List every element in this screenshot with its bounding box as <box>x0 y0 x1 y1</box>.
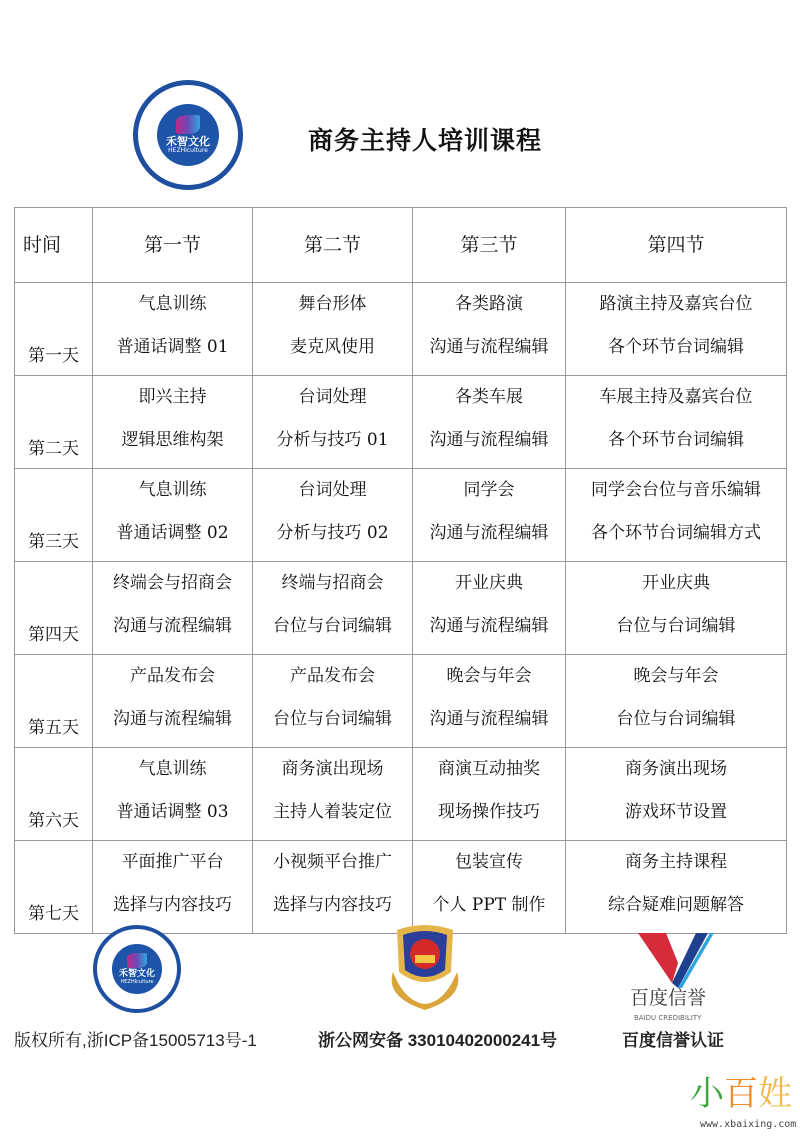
session-line: 气息训练 <box>138 480 207 500</box>
table-row <box>15 283 787 376</box>
table-row <box>15 562 787 655</box>
session-cell <box>93 748 253 841</box>
session-line: 沟通与流程编辑 <box>429 430 549 450</box>
session-line: 终端会与招商会 <box>113 573 232 593</box>
day-cell: 第二天 <box>15 376 93 469</box>
session-line: 沟通与流程编辑 <box>113 616 232 636</box>
session-line: 主持人着装定位 <box>273 802 392 822</box>
session-cell <box>253 283 413 376</box>
session-line: 平面推广平台 <box>121 852 224 872</box>
session-line: 台词处理 <box>298 387 367 407</box>
session-cell <box>566 376 787 469</box>
session-line: 选择与内容技巧 <box>273 895 392 915</box>
session-line: 各类车展 <box>455 387 523 407</box>
session-line: 分析与技巧 01 <box>276 430 389 450</box>
session-line: 即兴主持 <box>138 387 207 407</box>
logo-brand-cn: 禾智文化 <box>118 968 155 979</box>
session-line: 开业庆典 <box>455 573 523 593</box>
logo-swoosh-icon <box>176 115 201 134</box>
session-cell <box>413 376 566 469</box>
column-header: 时间 <box>15 208 93 283</box>
logo-swoosh-icon <box>127 953 147 968</box>
session-cell <box>253 469 413 562</box>
day-cell: 第六天 <box>15 748 93 841</box>
session-cell <box>566 748 787 841</box>
session-cell <box>93 841 253 934</box>
session-cell <box>253 655 413 748</box>
session-line: 小视频平台推广 <box>273 852 392 872</box>
session-cell <box>413 562 566 655</box>
session-line: 沟通与流程编辑 <box>429 523 549 543</box>
course-table <box>14 207 787 934</box>
session-line: 沟通与流程编辑 <box>429 709 549 729</box>
baidu-sub: BAIDU CREDIBILITY <box>634 1014 702 1022</box>
session-line: 包装宣传 <box>455 852 523 872</box>
session-cell <box>93 562 253 655</box>
session-line: 同学会 <box>463 480 515 500</box>
session-line: 沟通与流程编辑 <box>429 337 549 357</box>
session-line: 商务演出现场 <box>625 759 727 779</box>
session-line: 舞台形体 <box>298 294 367 314</box>
session-line: 台位与台词编辑 <box>616 709 736 729</box>
session-line: 晚会与年会 <box>633 666 719 686</box>
table-row <box>15 376 787 469</box>
session-cell <box>566 283 787 376</box>
session-line: 分析与技巧 02 <box>276 523 389 543</box>
session-line: 各类路演 <box>455 294 523 314</box>
session-line: 路演主持及嘉宾台位 <box>599 294 753 314</box>
session-line: 商演互动抽奖 <box>438 759 540 779</box>
table-row <box>15 841 787 934</box>
session-line: 台位与台词编辑 <box>616 616 736 636</box>
column-header: 第一节 <box>93 208 253 283</box>
session-line: 同学会台位与音乐编辑 <box>591 480 761 500</box>
session-line: 沟通与流程编辑 <box>113 709 232 729</box>
session-line: 商务主持课程 <box>625 852 727 872</box>
session-cell <box>413 469 566 562</box>
session-line: 个人 PPT 制作 <box>432 895 546 915</box>
session-cell <box>93 655 253 748</box>
police-record-text: 浙公网安备 33010402000241号 <box>318 1031 558 1050</box>
table-header-row <box>15 208 787 283</box>
logo-inner <box>112 944 162 994</box>
session-cell <box>566 469 787 562</box>
session-line: 各个环节台词编辑 <box>608 337 744 357</box>
session-line: 普通话调整 01 <box>116 337 229 357</box>
session-cell <box>253 562 413 655</box>
table-row <box>15 655 787 748</box>
session-cell <box>413 841 566 934</box>
session-cell <box>566 841 787 934</box>
session-line: 开业庆典 <box>642 573 710 593</box>
session-line: 气息训练 <box>138 759 207 779</box>
session-cell <box>93 469 253 562</box>
session-cell <box>93 283 253 376</box>
session-cell <box>253 376 413 469</box>
session-line: 气息训练 <box>138 294 207 314</box>
logo-brand-cn: 禾智文化 <box>166 134 210 148</box>
logo-brand-en: HEZHIculture <box>120 978 154 985</box>
icp-text: 版权所有,浙ICP备15005713号-1 <box>14 1031 257 1050</box>
session-line: 台词处理 <box>298 480 367 500</box>
session-line: 产品发布会 <box>290 666 375 686</box>
session-line: 产品发布会 <box>130 666 215 686</box>
table-row <box>15 469 787 562</box>
baidu-cert-text: 百度信誉认证 <box>622 1031 724 1050</box>
session-line: 选择与内容技巧 <box>113 895 232 915</box>
page-title: 商务主持人培训课程 <box>308 126 543 155</box>
session-line: 沟通与流程编辑 <box>429 616 549 636</box>
baidu-credibility-logo-icon <box>638 933 718 988</box>
day-cell: 第七天 <box>15 841 93 934</box>
column-header: 第二节 <box>253 208 413 283</box>
session-line: 游戏环节设置 <box>625 802 727 822</box>
session-line: 普通话调整 03 <box>116 802 229 822</box>
session-line: 现场操作技巧 <box>438 802 540 822</box>
session-line: 各个环节台词编辑方式 <box>591 523 761 543</box>
session-line: 逻辑思维构架 <box>121 430 224 450</box>
logo-brand-en: HEZHIculture <box>168 147 208 155</box>
session-line: 车展主持及嘉宾台位 <box>599 387 753 407</box>
session-cell <box>566 562 787 655</box>
watermark-logo: 小百姓 <box>690 1074 792 1114</box>
session-line: 晚会与年会 <box>446 666 532 686</box>
session-line: 台位与台词编辑 <box>273 709 392 729</box>
watermark-url: www.xbaixing.com <box>700 1119 797 1130</box>
day-cell: 第五天 <box>15 655 93 748</box>
session-line: 普通话调整 02 <box>116 523 229 543</box>
session-line: 商务演出现场 <box>281 759 384 779</box>
day-cell: 第三天 <box>15 469 93 562</box>
session-cell <box>253 841 413 934</box>
session-cell <box>253 748 413 841</box>
session-line: 麦克风使用 <box>290 337 375 357</box>
police-emblem-icon <box>385 922 465 1012</box>
day-cell: 第四天 <box>15 562 93 655</box>
session-line: 终端与招商会 <box>281 573 384 593</box>
session-line: 各个环节台词编辑 <box>608 430 744 450</box>
session-cell <box>413 283 566 376</box>
logo-inner <box>157 104 219 166</box>
day-cell: 第一天 <box>15 283 93 376</box>
session-line: 台位与台词编辑 <box>273 616 392 636</box>
session-cell <box>413 748 566 841</box>
baidu-name: 百度信誉 <box>630 987 707 1009</box>
column-header: 第三节 <box>413 208 566 283</box>
session-cell <box>566 655 787 748</box>
session-line: 综合疑难问题解答 <box>608 895 744 915</box>
footer-company-logo <box>93 925 181 1013</box>
session-cell <box>93 376 253 469</box>
session-cell <box>413 655 566 748</box>
company-logo <box>133 80 243 190</box>
table-row <box>15 748 787 841</box>
column-header: 第四节 <box>566 208 787 283</box>
